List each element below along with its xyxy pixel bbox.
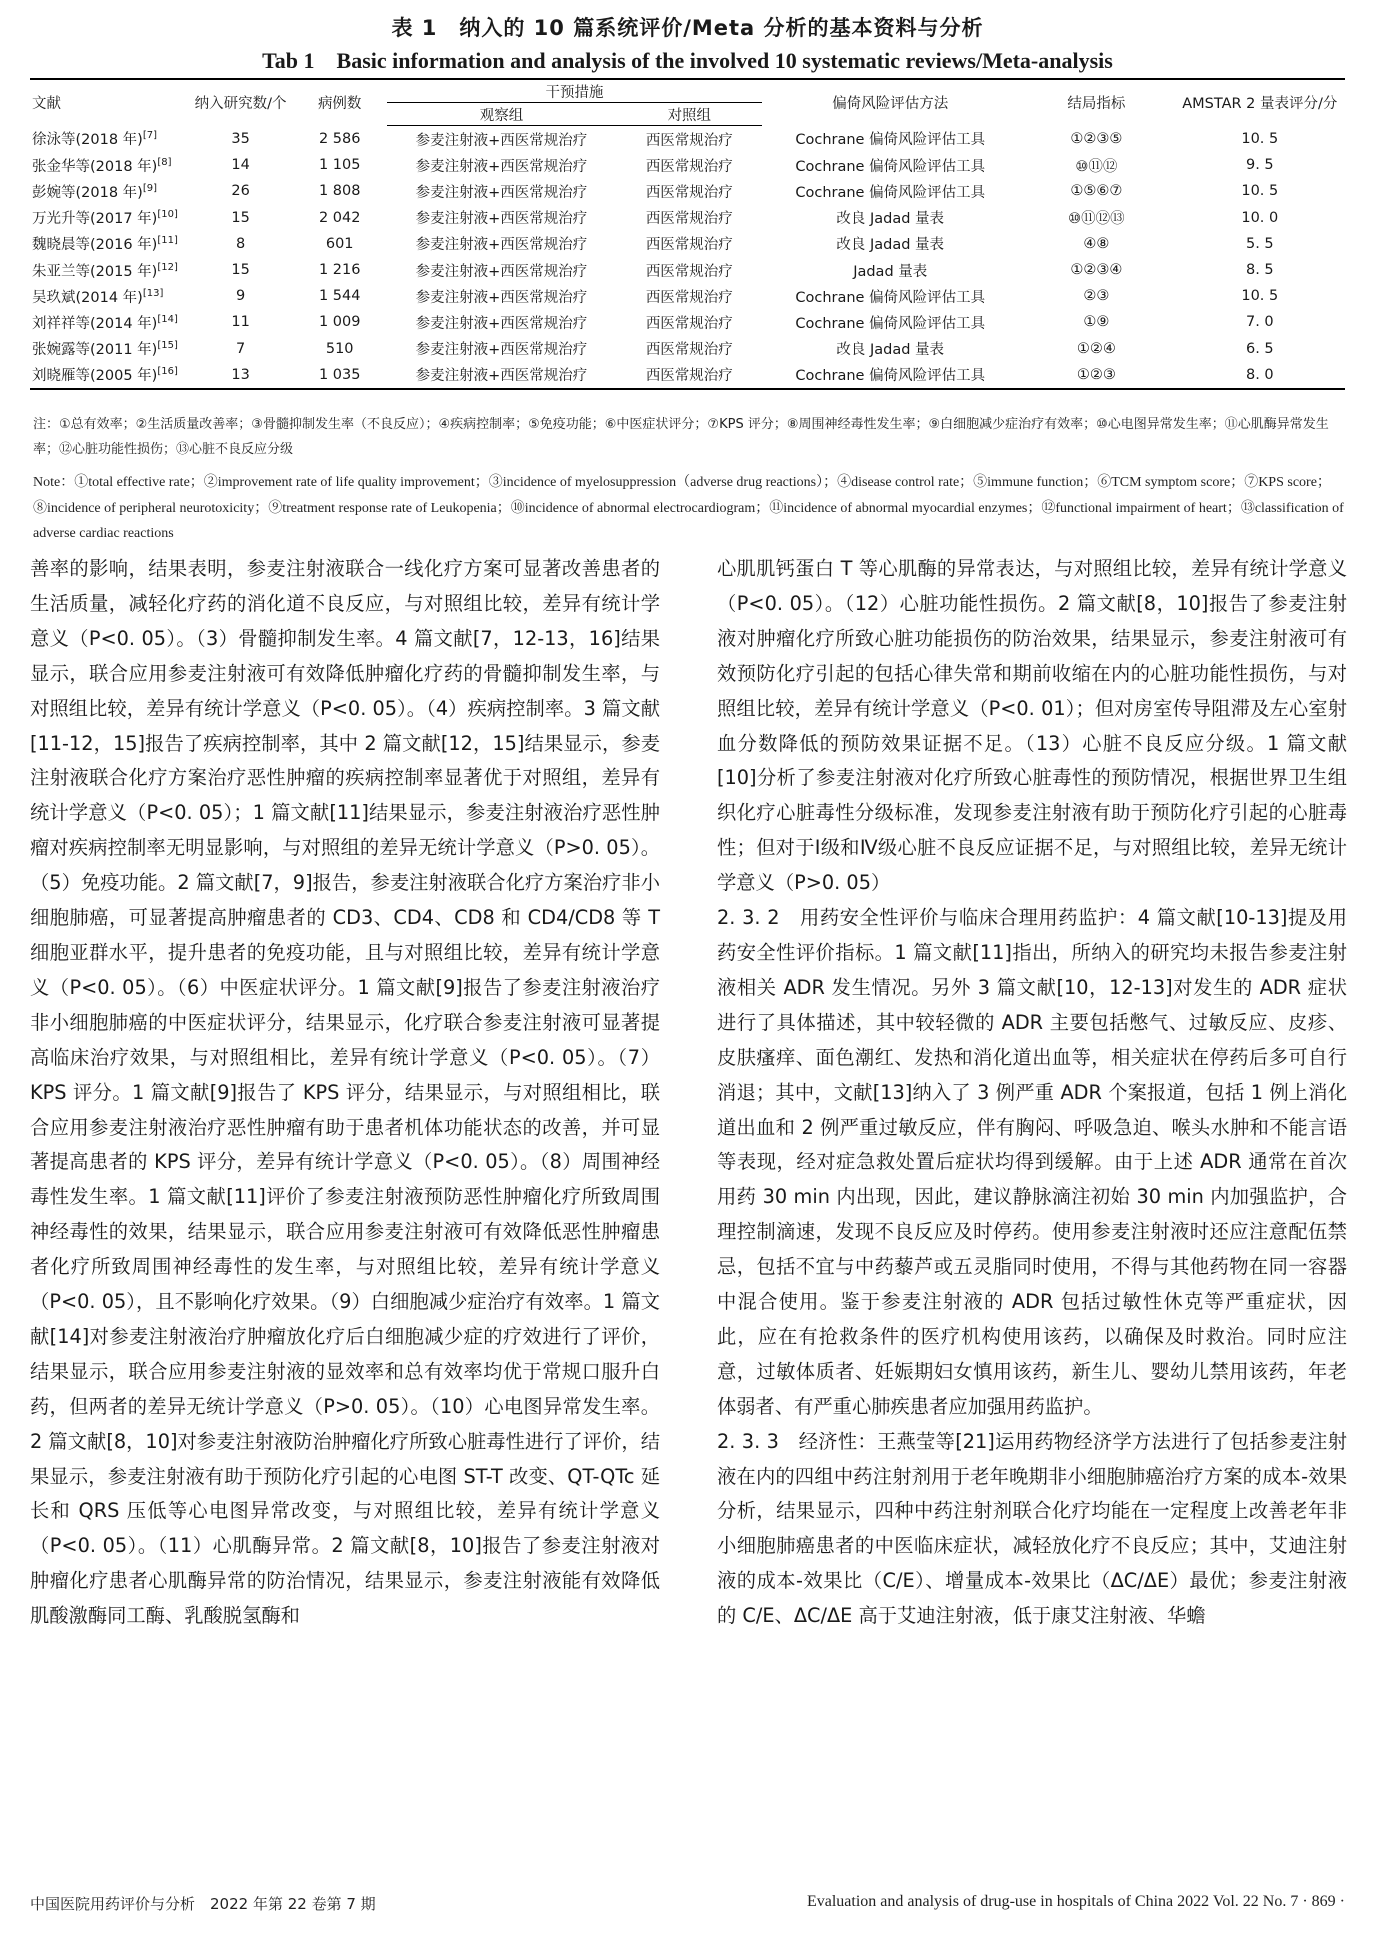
- cell-score: 8. 0: [1175, 362, 1345, 389]
- cell-bias: 改良 Jadad 量表: [836, 211, 945, 228]
- col-header-outcome: 结局指标: [1018, 79, 1175, 126]
- citation-ref: [11]: [157, 235, 178, 247]
- cell-outcome: ①②③⑤: [1070, 130, 1123, 147]
- cell-ctrl: 西医常规治疗: [645, 289, 733, 306]
- cell-obs: 参麦注射液+西医常规治疗: [415, 289, 588, 306]
- citation-ref: [16]: [157, 366, 178, 378]
- cell-study: 吴玖斌(2014 年)[13]: [32, 287, 164, 306]
- col-header-obs: 观察组: [387, 103, 617, 126]
- body-column-right: [717, 552, 1347, 1634]
- table-note-cn: 注：①总有效率；②生活质量改善率；③骨髓抑制发生率（不良反应）；④疾病控制率；⑤免疫功能；⑥中医症状评分；⑦KPS 评分；⑧周围神经毒性发生率；⑨白细胞减少症治疗有效率；⑩心电图异常发生率；⑪心肌酶异常发生率；⑫心脏功能性损伤；⑬心脏不良反应分级: [33, 417, 1329, 457]
- table-title-cn: 表 1 纳入的 10 篇系统评价/Meta 分析的基本资料与分析: [391, 16, 984, 40]
- cell-score: 5. 5: [1245, 235, 1274, 252]
- table-row: [30, 178, 1345, 204]
- table-row: [30, 152, 1345, 178]
- table-row: [30, 126, 1345, 153]
- cell-obs: 参麦注射液+西医常规治疗: [415, 237, 588, 254]
- cell-score: 9. 5: [1245, 157, 1274, 174]
- cell-bias: Cochrane 偏倚风险评估工具: [795, 315, 986, 332]
- citation-ref: [9]: [142, 183, 157, 195]
- citation-ref: [13]: [142, 287, 164, 299]
- cell-outcome: ①⑨: [1083, 314, 1110, 331]
- cell-cases: 1 105: [318, 157, 361, 174]
- cell-outcome: ⑩⑪⑫⑬: [1068, 211, 1125, 228]
- cell-outcome: ④⑧: [1083, 235, 1110, 252]
- meta-analysis-table: [30, 78, 1345, 390]
- cell-obs: 参麦注射液+西医常规治疗: [415, 211, 588, 228]
- cell-bias: 改良 Jadad 量表: [836, 237, 945, 254]
- cell-score: 10. 0: [1241, 209, 1279, 226]
- cell-ctrl: 西医常规治疗: [645, 237, 733, 254]
- cell-study: 张金华等(2018 年)[8]: [32, 156, 172, 175]
- cell-ctrl: 西医常规治疗: [645, 158, 733, 175]
- cell-study: 朱亚兰等(2015 年)[12]: [32, 261, 178, 280]
- cell-obs: 参麦注射液+西医常规治疗: [415, 132, 588, 149]
- cell-num: 7: [235, 340, 246, 357]
- cell-bias: Cochrane 偏倚风险评估工具: [795, 132, 986, 149]
- cell-cases: 510: [325, 340, 354, 357]
- table-row: [30, 283, 1345, 309]
- cell-ctrl: 西医常规治疗: [645, 184, 733, 201]
- cell-num: 15: [231, 209, 250, 226]
- cell-bias: Jadad 量表: [853, 263, 928, 280]
- cell-study: 刘祥祥等(2014 年)[14]: [32, 314, 178, 332]
- cell-outcome: ②③: [1083, 288, 1110, 305]
- cell-cases: 2 586: [318, 130, 361, 147]
- cell-num: 14: [231, 157, 250, 174]
- cell-num: 11: [231, 314, 250, 331]
- cell-bias: Cochrane 偏倚风险评估工具: [795, 184, 986, 201]
- col-header-amstar: AMSTAR 2 量表评分/分: [1175, 79, 1345, 126]
- col-header-ctrl: 对照组: [616, 103, 762, 126]
- cell-outcome: ①⑤⑥⑦: [1070, 183, 1123, 200]
- footer-journal-cn: 中国医院用药评价与分析 2022 年第 22 卷第 7 期: [30, 1895, 376, 1913]
- cell-study: 刘晓雁等(2005 年)[16]: [30, 362, 188, 389]
- citation-ref: [14]: [157, 314, 178, 326]
- cell-obs: 参麦注射液+西医常规治疗: [415, 158, 588, 175]
- col-header-intervention: 干预措施: [387, 79, 763, 103]
- cell-outcome: ①②③④: [1070, 262, 1123, 279]
- cell-num: 26: [231, 183, 250, 200]
- cell-ctrl: 西医常规治疗: [645, 132, 733, 149]
- cell-score: 10. 5: [1241, 130, 1279, 147]
- cell-num: 35: [231, 130, 250, 147]
- cell-obs: 参麦注射液+西医常规治疗: [415, 315, 588, 332]
- citation-ref: [8]: [157, 156, 172, 168]
- cell-outcome: ①②③: [1018, 362, 1175, 389]
- cell-study: 彭婉等(2018 年)[9]: [32, 183, 157, 201]
- citation-ref: [15]: [157, 340, 178, 352]
- cell-score: 10. 5: [1241, 183, 1279, 200]
- cell-cases: 1 216: [318, 262, 361, 279]
- table-row: [30, 257, 1345, 283]
- table-row: [30, 205, 1345, 231]
- col-header-study: 文献: [30, 79, 188, 126]
- cell-study: 徐泳等(2018 年)[7]: [32, 130, 157, 149]
- cell-score: 7. 0: [1245, 314, 1274, 331]
- section-2-3-2: 2. 3. 2 用药安全性评价与临床合理用药监护：4 篇文献[10-13]提及用药安全性评价指标。1 篇文献[11]指出，所纳入的研究均未报告参麦注射液相关 ADR 发生情况。另外 3 篇文献[10，12-13]对发生的 ADR 症状进行了具体描述，其中较轻微的 ADR 主要包括憋气、过敏反应、皮疹、皮肤瘙痒、面色潮红、发热和消化道出血等，相关症状在停药后多可自行消退；其中，文献[13]纳入了 3 例严重 ADR 个案报道，包括 1 例上消化道出血和 2 例严重过敏反应，伴有胸闷、呼吸急迫、喉头水肿和不能言语等表现，经对症急救处置后症状均得到缓解。由于上述 ADR 通常在首次用药 30 min 内出现，因此，建议静脉滴注初始 30 min 内加强监护，合理控制滴速，发现不良反应及时停药。使用参麦注射液时还应注意配伍禁忌，包括不宜与中药藜芦或五灵脂同时使用，不得与其他药物在同一容器中混合使用。鉴于参麦注射液的 ADR 包括过敏性休克等严重症状，因此，应在有抢救条件的医疗机构使用该药，以确保及时救治。同时应注意，过敏体质者、妊娠期妇女慎用该药，新生儿、婴幼儿禁用该药，年老体弱者、有严重心肺疾患者应加强用药监护。: [717, 906, 1347, 1418]
- section-2-3-3: 2. 3. 3 经济性：王燕莹等[21]运用药物经济学方法进行了包括参麦注射液在内的四组中药注射剂用于老年晚期非小细胞肺癌治疗方案的成本-效果分析，结果显示，四种中药注射剂联合化疗均能在一定程度上改善老年非小细胞肺癌患者的中医临床症状，减轻放化疗不良反应；其中，艾迪注射液的成本-效果比（C/E）、增量成本-效果比（ΔC/ΔE）最优；参麦注射液的 C/E、ΔC/ΔE 高于艾迪注射液，低于康艾注射液、华蟾: [717, 1429, 1347, 1628]
- body-column-left: [30, 552, 660, 1634]
- cell-bias: 改良 Jadad 量表: [836, 342, 945, 359]
- cell-ctrl: 西医常规治疗: [645, 211, 733, 228]
- cell-cases: 1 009: [318, 314, 361, 331]
- cell-study: 魏晓晨等(2016 年)[11]: [32, 235, 178, 254]
- cell-cases: 1 035: [293, 362, 387, 389]
- cell-score: 6. 5: [1245, 340, 1274, 357]
- col-header-cases: 病例数: [293, 79, 387, 126]
- cell-bias: Cochrane 偏倚风险评估工具: [795, 289, 986, 306]
- cell-ctrl: 西医常规治疗: [616, 362, 762, 389]
- cell-cases: 2 042: [318, 209, 361, 226]
- col-header-num: 纳入研究数/个: [188, 79, 292, 126]
- cell-obs: 参麦注射液+西医常规治疗: [415, 263, 588, 280]
- cell-score: 8. 5: [1245, 262, 1274, 279]
- cell-cases: 601: [325, 235, 354, 252]
- col-header-bias: 偏倚风险评估方法: [762, 79, 1018, 126]
- cell-obs: 参麦注射液+西医常规治疗: [415, 184, 588, 201]
- table-row: [30, 362, 1345, 389]
- cell-ctrl: 西医常规治疗: [645, 315, 733, 332]
- cell-outcome: ①②④: [1076, 340, 1116, 357]
- table-row: [30, 231, 1345, 257]
- citation-ref: [10]: [157, 209, 178, 221]
- cell-num: 9: [235, 288, 246, 305]
- cell-cases: 1 544: [318, 288, 361, 305]
- cell-cases: 1 808: [318, 183, 361, 200]
- table-title-en: Tab 1 Basic information and analysis of the involved 10 systematic reviews/Meta-analysis: [262, 48, 1113, 73]
- body-paragraph: 善率的影响，结果表明，参麦注射液联合一线化疗方案可显著改善患者的生活质量，减轻化疗药的消化道不良反应，与对照组比较，差异有统计学意义（P<0. 05）。（3）骨髓抑制发生率。4 篇文献[7，12-13，16]结果显示，联合应用参麦注射液可有效降低肿瘤化疗药的骨髓抑制发生率，与对照组比较，差异有统计学意义（P<0. 05）。（4）疾病控制率。3 篇文献[11-12，15]报告了疾病控制率，其中 2 篇文献[12，15]结果显示，参麦注射液联合化疗方案治疗恶性肿瘤的疾病控制率显著优于对照组，差异有统计学意义（P<0. 05）；1 篇文献[11]结果显示，参麦注射液治疗恶性肿瘤对疾病控制率无明显影响，与对照组的差异无统计学意义（P>0. 05）。（5）免疫功能。2 篇文献[7，9]报告，参麦注射液联合化疗方案治疗非小细胞肺癌，可显著提高肿瘤患者的 CD3、CD4、CD8 和 CD4/CD8 等 T 细胞亚群水平，提升患者的免疫功能，且与对照组比较，差异有统计学意义（P<0. 05）。（6）中医症状评分。1 篇文献[9]报告了参麦注射液治疗非小细胞肺癌的中医症状评分，结果显示，化疗联合参麦注射液可显著提高临床治疗效果，与对照组相比，差异有统计学意义（P<0. 05）。（7）KPS 评分。1 篇文献[9]报告了 KPS 评分，结果显示，与对照组相比，联合应用参麦注射液治疗恶性肿瘤有助于患者机体功能状态的改善，并可显著提高患者的 KPS 评分，差异有统计学意义（P<0. 05）。（8）周围神经毒性发生率。1 篇文献[11]评价了参麦注射液预防恶性肿瘤化疗所致周围神经毒性的效果，结果显示，联合应用参麦注射液可有效降低恶性肿瘤患者化疗所致周围神经毒性的发生率，与对照组比较，差异有统计学意义（P<0. 05），且不影响化疗效果。（9）白细胞减少症治疗有效率。1 篇文献[14]对参麦注射液治疗肿瘤放化疗后白细胞减少症的疗效进行了评价，结果显示，联合应用参麦注射液的显效率和总有效率均优于常规口服升白药，但两者的差异无统计学意义（P>0. 05）。（10）心电图异常发生率。2 篇文献[8，10]对参麦注射液防治肿瘤化疗所致心脏毒性进行了评价，结果显示，参麦注射液有助于预防化疗引起的心电图 ST-T 改变、QT-QTc 延长和 QRS 压低等心电图异常改变，与对照组比较，差异有统计学意义（P<0. 05）。（11）心肌酶异常。2 篇文献[8，10]报告了参麦注射液对肿瘤化疗患者心肌酶异常的防治情况，结果显示，参麦注射液能有效降低肌酸激酶同工酶、乳酸脱氢酶和: [30, 557, 660, 1628]
- cell-num: 8: [235, 235, 246, 252]
- cell-obs: 参麦注射液+西医常规治疗: [415, 342, 588, 359]
- citation-ref: [12]: [157, 261, 178, 273]
- cell-ctrl: 西医常规治疗: [645, 263, 733, 280]
- table-note-en: Note：①total effective rate；②improvement rate of life quality improvement；③incidence of myelosuppression（adverse drug reactions）；④disease control rate；⑤immune function；⑥TCM symptom score；⑦KPS score；⑧incidence of peripheral neurotoxicity；⑨treatment response rate of Leukopenia；⑩incidence of abnormal electrocardiogram；⑪incidence of abnormal myocardial enzymes；⑫functional impairment of heart；⑬classification of adverse cardiac reactions: [33, 475, 1344, 541]
- cell-study: 万光升等(2017 年)[10]: [32, 209, 178, 228]
- cell-num: 15: [231, 262, 250, 279]
- cell-outcome: ⑩⑪⑫: [1075, 158, 1118, 175]
- cell-obs: 参麦注射液+西医常规治疗: [387, 362, 617, 389]
- body-paragraph: 心肌肌钙蛋白 T 等心肌酶的异常表达，与对照组比较，差异有统计学意义（P<0. 05）。（12）心脏功能性损伤。2 篇文献[8，10]报告了参麦注射液对肿瘤化疗所致心脏功能损伤的防治效果，结果显示，参麦注射液可有效预防化疗引起的包括心律失常和期前收缩在内的心脏功能性损伤，与对照组比较，差异有统计学意义（P<0. 01）；但对房室传导阻滞及左心室射血分数降低的预防效果证据不足。（13）心脏不良反应分级。1 篇文献[10]分析了参麦注射液对化疗所致心脏毒性的预防情况，根据世界卫生组织化疗心脏毒性分级标准，发现参麦注射液有助于预防化疗引起的心脏毒性；但对于Ⅰ级和Ⅳ级心脏不良反应证据不足，与对照组比较，差异无统计学意义（P>0. 05）: [717, 557, 1347, 895]
- footer-journal-en: Evaluation and analysis of drug-use in hospitals of China 2022 Vol. 22 No. 7 · 869 ·: [806, 1893, 1345, 1910]
- citation-ref: [7]: [142, 130, 157, 142]
- table-row: [30, 309, 1345, 335]
- cell-bias: Cochrane 偏倚风险评估工具: [762, 362, 1018, 389]
- cell-num: 13: [188, 362, 292, 389]
- table-body: [30, 126, 1345, 389]
- table-row: [30, 336, 1345, 362]
- cell-study: 张婉露等(2011 年)[15]: [32, 340, 178, 359]
- cell-ctrl: 西医常规治疗: [645, 342, 733, 359]
- cell-bias: Cochrane 偏倚风险评估工具: [795, 158, 986, 175]
- cell-score: 10. 5: [1241, 288, 1279, 305]
